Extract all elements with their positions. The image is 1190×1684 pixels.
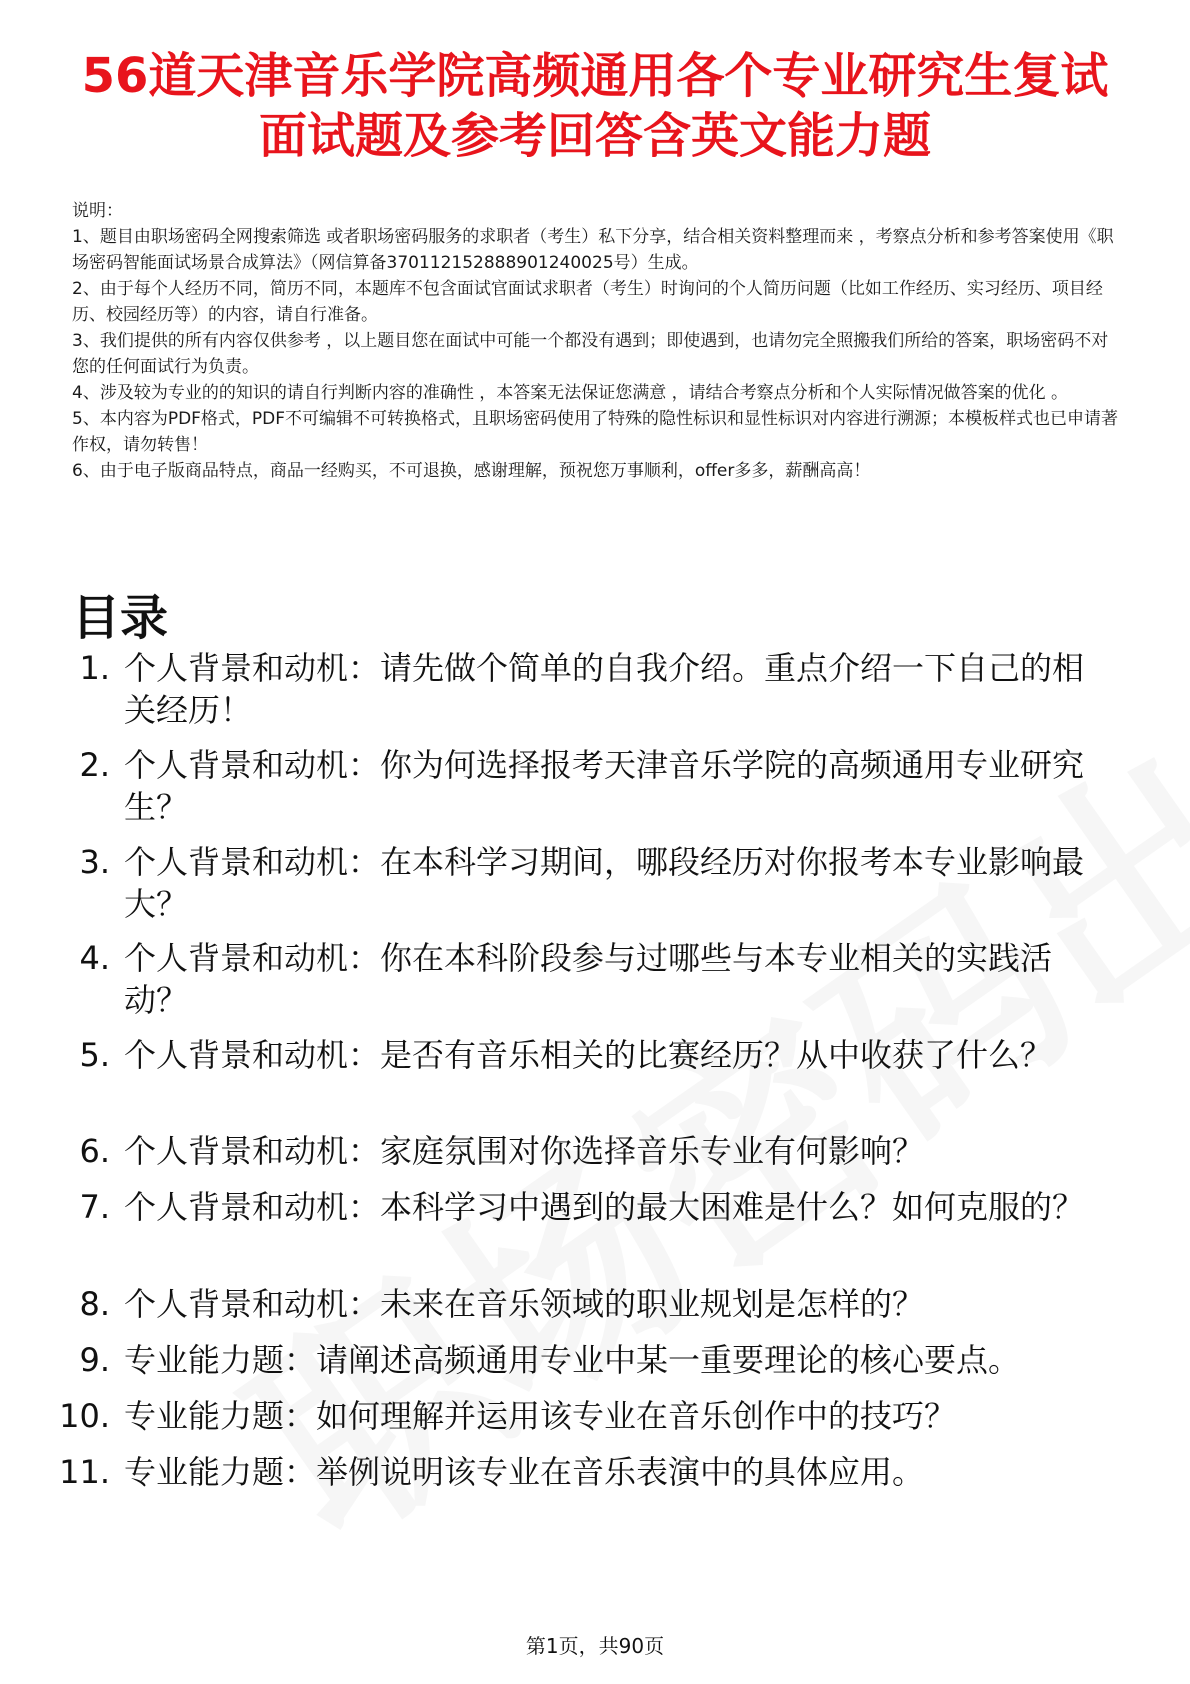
toc-text: 个人背景和动机：本科学习中遇到的最大困难是什么？如何克服的？ <box>124 1188 1085 1226</box>
toc-text: 专业能力题：请阐述高频通用专业中某一重要理论的核心要点。 <box>124 1341 1021 1379</box>
toc-number: 4. <box>79 939 110 977</box>
toc-number: 5. <box>79 1036 110 1074</box>
toc-text: 专业能力题：举例说明该专业在音乐表演中的具体应用。 <box>124 1453 925 1491</box>
notes-section <box>72 198 1122 484</box>
toc-text: 个人背景和动机：是否有音乐相关的比赛经历？从中收获了什么？ <box>124 1036 1053 1074</box>
toc-number: 2. <box>79 746 110 784</box>
toc-number: 1. <box>79 649 110 687</box>
toc-number: 9. <box>79 1341 110 1379</box>
note-item: 5、本内容为PDF格式，PDF不可编辑不可转换格式，且职场密码使用了特殊的隐性标识和显性标识对内容进行溯源；本模板样式也已申请著作权，请勿转售！ <box>72 409 1119 455</box>
notes-heading: 说明： <box>72 201 123 221</box>
note-item: 1、题目由职场密码全网搜索筛选 或者职场密码服务的求职者（考生）私下分享，结合相关资料整理而来 ，考察点分析和参考答案使用《职场密码智能面试场景合成算法》（网信算备370112152888901240025号）生成。 <box>72 227 1114 273</box>
toc-heading: 目录 <box>72 590 169 646</box>
document-title: 56道天津音乐学院高频通用各个专业研究生复试面试题及参考回答含英文能力题 <box>81 48 1109 164</box>
toc-text: 个人背景和动机：在本科学习期间，哪段经历对你报考本专业影响最大？ <box>124 843 1085 923</box>
toc-text: 个人背景和动机：你为何选择报考天津音乐学院的高频通用专业研究生？ <box>124 746 1085 826</box>
toc-number: 10. <box>59 1397 110 1435</box>
toc-number: 7. <box>79 1188 110 1226</box>
toc-number: 8. <box>79 1285 110 1323</box>
toc-number: 3. <box>79 843 110 881</box>
note-item: 2、由于每个人经历不同，简历不同，本题库不包含面试官面试求职者（考生）时询问的个人简历问题（比如工作经历、实习经历、项目经历、校园经历等）的内容，请自行准备。 <box>72 279 1103 325</box>
note-item: 3、我们提供的所有内容仅供参考 ，以上题目您在面试中可能一个都没有遇到；即使遇到，也请勿完全照搬我们所给的答案，职场密码不对您的任何面试行为负责。 <box>72 331 1109 377</box>
note-item: 6、由于电子版商品特点，商品一经购买，不可退换，感谢理解，预祝您万事顺利，offer多多，薪酬高高！ <box>72 461 871 481</box>
toc-number: 6. <box>79 1132 110 1170</box>
toc-text: 专业能力题：如何理解并运用该专业在音乐创作中的技巧？ <box>124 1397 957 1435</box>
toc-text: 个人背景和动机：请先做个简单的自我介绍。重点介绍一下自己的相关经历！ <box>124 649 1085 729</box>
toc-number: 11. <box>59 1453 110 1491</box>
toc-text: 个人背景和动机：你在本科阶段参与过哪些与本专业相关的实践活动？ <box>124 939 1053 1019</box>
toc-text: 个人背景和动机：未来在音乐领域的职业规划是怎样的？ <box>124 1285 925 1323</box>
page-footer: 第1页，共90页 <box>525 1634 665 1658</box>
note-item: 4、涉及较为专业的的知识的请自行判断内容的准确性 ，本答案无法保证您满意 ，请结合考察点分析和个人实际情况做答案的优化 。 <box>72 383 1069 403</box>
toc-text: 个人背景和动机：家庭氛围对你选择音乐专业有何影响？ <box>124 1132 925 1170</box>
